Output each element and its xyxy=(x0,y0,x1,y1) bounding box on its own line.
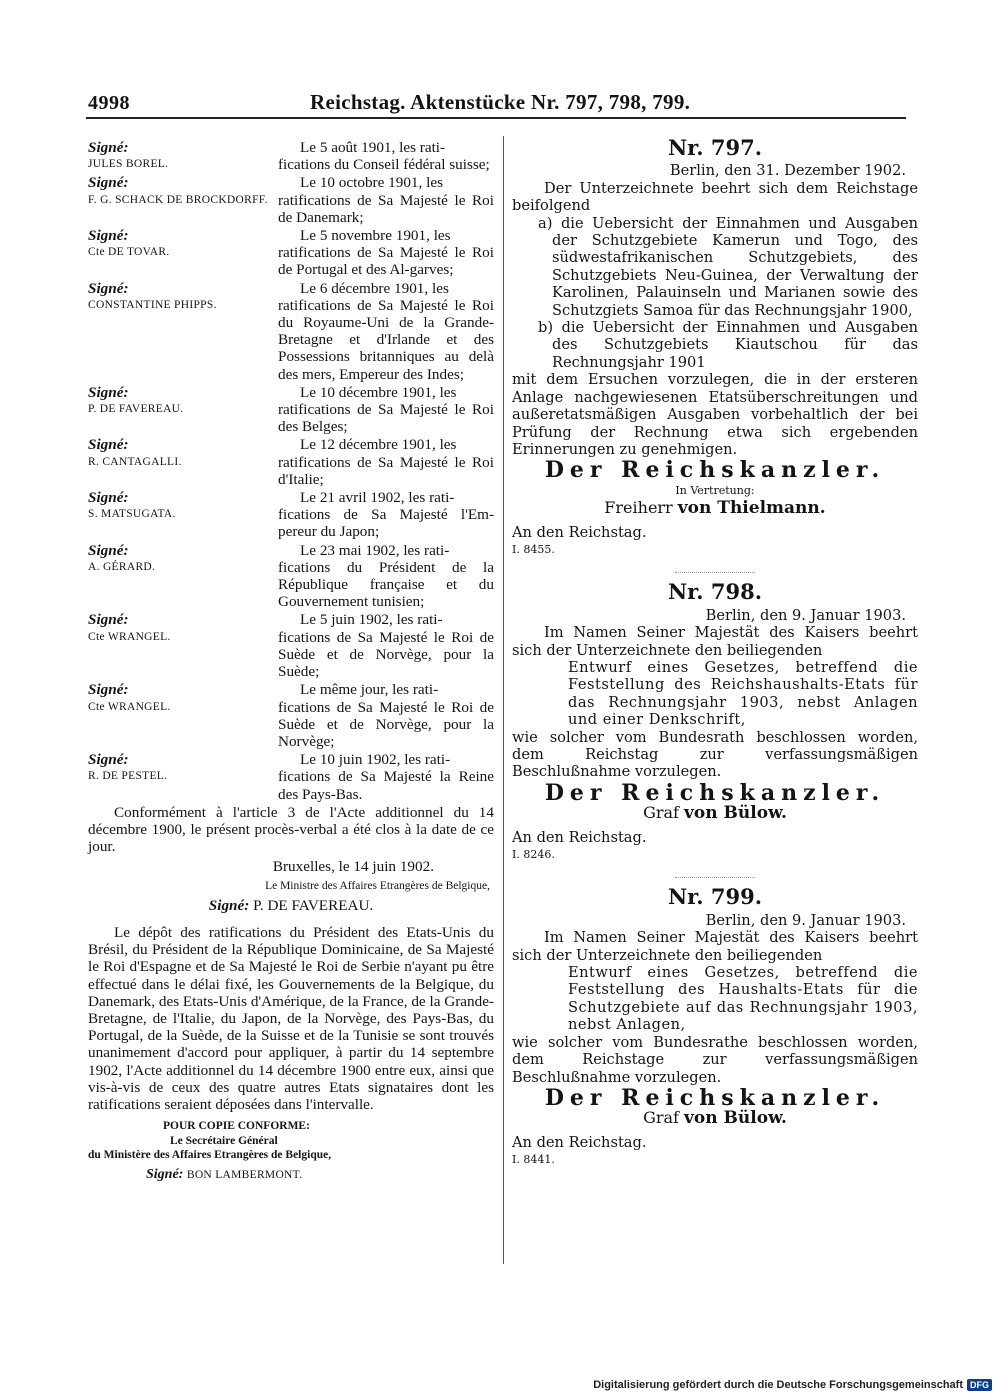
ratification-entry xyxy=(88,384,494,436)
signatory-name: Cte WRANGEL. xyxy=(88,700,171,713)
signe-label: Signé: xyxy=(88,751,129,769)
signe-label: Signé: xyxy=(88,681,129,699)
ratification-text xyxy=(278,542,494,611)
separator xyxy=(675,572,755,573)
closing-799: wie solcher vom Bundesrathe beschlossen worden, dem Reichstage zur verfassungsmäßigen Beschlußnahme vorzulegen. xyxy=(512,1033,918,1086)
ratification-date: Le 10 décembre 1901, les xyxy=(300,383,457,401)
signe-label: Signé: xyxy=(88,227,129,245)
signatory-name: R. CANTAGALLI. xyxy=(88,455,182,468)
signatory-name: Cte DE TOVAR. xyxy=(88,246,170,259)
signatory-name: Cte WRANGEL. xyxy=(88,630,171,643)
ratification-detail: ratifications de Sa Majesté le Roi des Belges; xyxy=(278,401,494,436)
copy-block xyxy=(88,1119,494,1163)
signatory-name: A. GÉRARD. xyxy=(88,560,156,573)
closing-797: mit dem Ersuchen vorzulegen, die in der ersteren Anlage nachgewiesenen Etatsüberschreitungen und außeretatsmäßigen Ausgaben vorbehaltlich der bei Prüfung der Rechnung etwa sich ergebenden Erinnerungen zu genehmigen. xyxy=(512,371,918,458)
ref-799: I. 8441. xyxy=(512,1153,555,1167)
ratification-entry xyxy=(88,681,494,750)
heading-797: Nr. 797. xyxy=(667,135,763,160)
signer-name-799 xyxy=(512,1109,918,1127)
ref-797: I. 8455. xyxy=(512,542,555,556)
signatory-name: JULES BOREL. xyxy=(88,158,169,171)
conformement-paragraph: Conformément à l'article 3 de l'Acte additionnel du 14 décembre 1900, le présent procès-verbal a été clos à la date de ce jour. xyxy=(88,803,494,856)
signatory-name: S. MATSUGATA. xyxy=(88,508,176,521)
right-column xyxy=(512,135,918,1169)
signer-798: Der Reichskanzler. xyxy=(544,779,886,806)
separator xyxy=(675,877,755,878)
signe-label: Signé: xyxy=(88,279,129,297)
ratification-entry xyxy=(88,436,494,488)
ratification-detail: ratifications de Sa Majesté le Roi d'Italie; xyxy=(278,453,494,488)
signe-label: Signé: xyxy=(88,139,129,156)
ratification-entry xyxy=(88,542,494,611)
signe-label: Signé: xyxy=(88,436,129,454)
enclosure-798: Entwurf eines Gesetzes, betreffend die Feststellung des Reichshaushalts-Etats für das Rechnungsjahr 1903, nebst Anlagen und einer Denkschrift, xyxy=(568,658,918,729)
addressee-798: An den Reichstag. xyxy=(512,828,647,846)
ratification-entry xyxy=(88,139,494,173)
signatory xyxy=(88,139,278,173)
running-head: Reichstag. Aktenstücke Nr. 797, 798, 799. xyxy=(310,90,691,114)
ratification-text xyxy=(278,751,494,803)
addressee-799: An den Reichstag. xyxy=(512,1133,647,1151)
date-797: Berlin, den 31. Dezember 1902. xyxy=(669,162,906,180)
ministre-title: Le Ministre des Affaires Etrangères de Belgique, xyxy=(265,879,490,892)
ratification-date: Le 5 juin 1902, les rati- xyxy=(300,611,443,629)
ratification-date: Le 10 juin 1902, les rati- xyxy=(300,751,451,769)
ratification-list xyxy=(88,139,494,803)
signer-797: Der Reichskanzler. xyxy=(544,457,886,484)
ref-798: I. 8246. xyxy=(512,848,555,862)
ratification-detail: fications du Conseil fédéral suisse; xyxy=(278,156,490,174)
ratification-detail: ratifications de Sa Majesté le Roi du Royaume-Uni de la Grande-Bretagne et d'Irlande et des Possessions britanniques au delà des mers, Empereur des Indes; xyxy=(278,296,494,383)
ratification-date: Le 23 mai 1902, les rati- xyxy=(300,541,450,559)
addressee-797: An den Reichstag. xyxy=(512,523,647,541)
final-signature xyxy=(88,1166,494,1184)
signed-line xyxy=(88,897,494,914)
signatory xyxy=(88,542,278,611)
ministere: du Ministère des Affaires Etrangères de Belgique, xyxy=(88,1149,332,1162)
signe-label: Signé: xyxy=(88,541,129,559)
copie-conforme: POUR COPIE CONFORME: xyxy=(163,1120,310,1133)
heading-798: Nr. 798. xyxy=(667,579,763,605)
ratification-text xyxy=(278,384,494,436)
ratification-text xyxy=(278,681,494,750)
signer-surname-798: von Bülow. xyxy=(684,803,787,824)
ratification-detail: fications de Sa Majesté le Roi de Suède et de Norvège, pour la Suède; xyxy=(278,628,494,681)
header-rule xyxy=(86,117,906,119)
ratification-text xyxy=(278,139,494,173)
intro-798: Im Namen Seiner Majestät des Kaisers beehrt sich der Unterzeichnete den beiliegenden xyxy=(512,624,918,659)
signer-prefix-798: Graf xyxy=(643,803,679,823)
ratification-detail: fications de Sa Majesté l'Em-pereur du Japon; xyxy=(278,506,494,541)
footer-text: Digitalisierung gefördert durch die Deutsche Forschungsgemeinschaft xyxy=(593,1379,963,1391)
ratification-date: Le même jour, les rati- xyxy=(300,681,439,699)
item-a-797: a) die Uebersicht der Einnahmen und Ausgaben der Schutzgebiete Kamerun und Togo, des südwestafrikanischen Schutzgebiets, des Schutzgebiets Neu-Guinea, der Verwaltung der Karolinen, Palauinseln und Marianen sowie des Schutzgiets Samoa für das Rechnungsjahr 1900, xyxy=(538,214,918,319)
column-divider xyxy=(503,136,504,1264)
signe-label: Signé: xyxy=(88,489,129,507)
signatory xyxy=(88,611,278,680)
date-798: Berlin, den 9. Januar 1903. xyxy=(705,606,906,624)
ratification-entry xyxy=(88,611,494,680)
ratification-date: Le 6 décembre 1901, les xyxy=(300,279,449,297)
signer-799: Der Reichskanzler. xyxy=(544,1084,886,1111)
ratification-entry xyxy=(88,489,494,541)
dfg-logo-icon: DFG xyxy=(967,1379,992,1391)
deputy-note-797: In Vertretung: xyxy=(675,483,755,497)
document-798 xyxy=(512,579,918,863)
ratification-entry xyxy=(88,751,494,803)
intro-799: Im Namen Seiner Majestät des Kaisers beehrt sich der Unterzeichnete den beiliegenden xyxy=(512,929,918,964)
final-signe-label: Signé: xyxy=(146,1166,184,1182)
ratification-detail: fications de Sa Majesté la Reine des Pays-Bas. xyxy=(278,768,494,803)
ratification-entry xyxy=(88,280,494,383)
ratification-date: Le 5 août 1901, les rati- xyxy=(300,139,446,156)
ratification-text xyxy=(278,280,494,383)
final-signe-name: BON LAMBERMONT. xyxy=(186,1168,303,1181)
document-797 xyxy=(512,135,918,558)
signatory-name: P. DE FAVEREAU. xyxy=(88,403,184,416)
signe-label: Signé: xyxy=(88,611,129,629)
date-799: Berlin, den 9. Januar 1903. xyxy=(705,911,906,929)
signe-label: Signé: xyxy=(208,896,250,914)
document-799 xyxy=(512,884,918,1168)
heading-799: Nr. 799. xyxy=(667,884,763,910)
footer-credit xyxy=(593,1379,992,1391)
closing-798: wie solcher vom Bundesrath beschlossen worden, dem Reichstag zur verfassungsmäßigen Beschlußnahme vorzulegen. xyxy=(512,728,918,781)
ratification-date: Le 5 novembre 1901, les xyxy=(300,227,451,245)
ratification-date: Le 21 avril 1902, les rati- xyxy=(300,489,455,507)
signe-label: Signé: xyxy=(88,174,129,192)
enclosure-799: Entwurf eines Gesetzes, betreffend die Feststellung des Haushalts-Etats für die Schutzgebiete auf das Rechnungsjahr 1903, nebst Anlagen, xyxy=(568,964,918,1034)
intro-797: Der Unterzeichnete beehrt sich dem Reichstage beifolgend xyxy=(512,179,918,215)
ratification-text xyxy=(278,436,494,488)
secretaire-general: Le Secrétaire Général xyxy=(170,1134,278,1147)
ratification-detail: fications du Président de la République française et du Gouvernement tunisien; xyxy=(278,558,494,611)
depot-paragraph: Le dépôt des ratifications du Président des Etats-Unis du Brésil, du Président de la République Dominicaine, de Sa Majesté le Roi d'Espagne et de Sa Majesté le Roi de Serbie n'ayant pu être effectué dans le délai fixé, les Gouvernements de la Belgique, du Danemark, des Etats-Unis d'Amérique, de la France, de la Grande-Bretagne, de l'Italie, du Japon, de la Norvège, des Pays-Bas, du Portugal, de la Suède, de la Suisse et de la Tunisie se sont trouvés unanimement d'accord pour appliquer, à partir du 14 septembre 1902, l'Acte additionnel du 14 décembre 1900 entre eux, ainsi que vis-à-vis de ceux des quatre autres Etats signataires dont les ratifications seraient déposées dans l'intervalle. xyxy=(88,923,494,1113)
ratification-text xyxy=(278,227,494,279)
ratification-entry xyxy=(88,174,494,226)
ratification-detail: fications de Sa Majesté le Roi de Suède et de Norvège, pour la Norvège; xyxy=(278,698,494,750)
bruxelles-dateline: Bruxelles, le 14 juin 1902. xyxy=(272,858,434,876)
signer-prefix-799: Graf xyxy=(643,1108,679,1128)
signatory xyxy=(88,489,278,541)
signatory xyxy=(88,174,278,226)
signer-name-798 xyxy=(512,804,918,822)
signatory xyxy=(88,436,278,488)
ratification-detail: ratifications de Sa Majesté le Roi de Danemark; xyxy=(278,191,494,226)
signe-label: Signé: xyxy=(88,383,129,401)
ratification-detail: ratifications de Sa Majesté le Roi de Portugal et des Al-garves; xyxy=(278,244,494,279)
ratification-entry xyxy=(88,227,494,279)
signer-prefix-797: Freiherr xyxy=(604,498,673,518)
ratification-text xyxy=(278,489,494,541)
signer-name-797 xyxy=(512,499,918,517)
signer-surname-799: von Bülow. xyxy=(684,1108,787,1129)
ratification-text xyxy=(278,174,494,226)
signatory-name: R. DE PESTEL. xyxy=(88,770,168,783)
ratification-date: Le 10 octobre 1901, les xyxy=(300,174,443,192)
left-column xyxy=(88,139,494,1184)
signe-name: P. DE FAVEREAU. xyxy=(253,896,374,914)
page-number: 4998 xyxy=(88,92,130,114)
ratification-date: Le 12 décembre 1901, les xyxy=(300,436,457,454)
ratification-text xyxy=(278,611,494,680)
item-b-797: b) die Uebersicht der Einnahmen und Ausgaben des Schutzgebiets Kiautschou für das Rechnungsjahr 1901 xyxy=(538,319,918,371)
signatory xyxy=(88,227,278,279)
signatory xyxy=(88,681,278,750)
signatory xyxy=(88,384,278,436)
signatory xyxy=(88,751,278,803)
signatory-name: CONSTANTINE PHIPPS. xyxy=(88,298,217,311)
signatory-name: F. G. SCHACK DE BROCKDORFF. xyxy=(88,193,268,206)
signer-surname-797: von Thielmann. xyxy=(677,498,826,519)
signatory xyxy=(88,280,278,383)
